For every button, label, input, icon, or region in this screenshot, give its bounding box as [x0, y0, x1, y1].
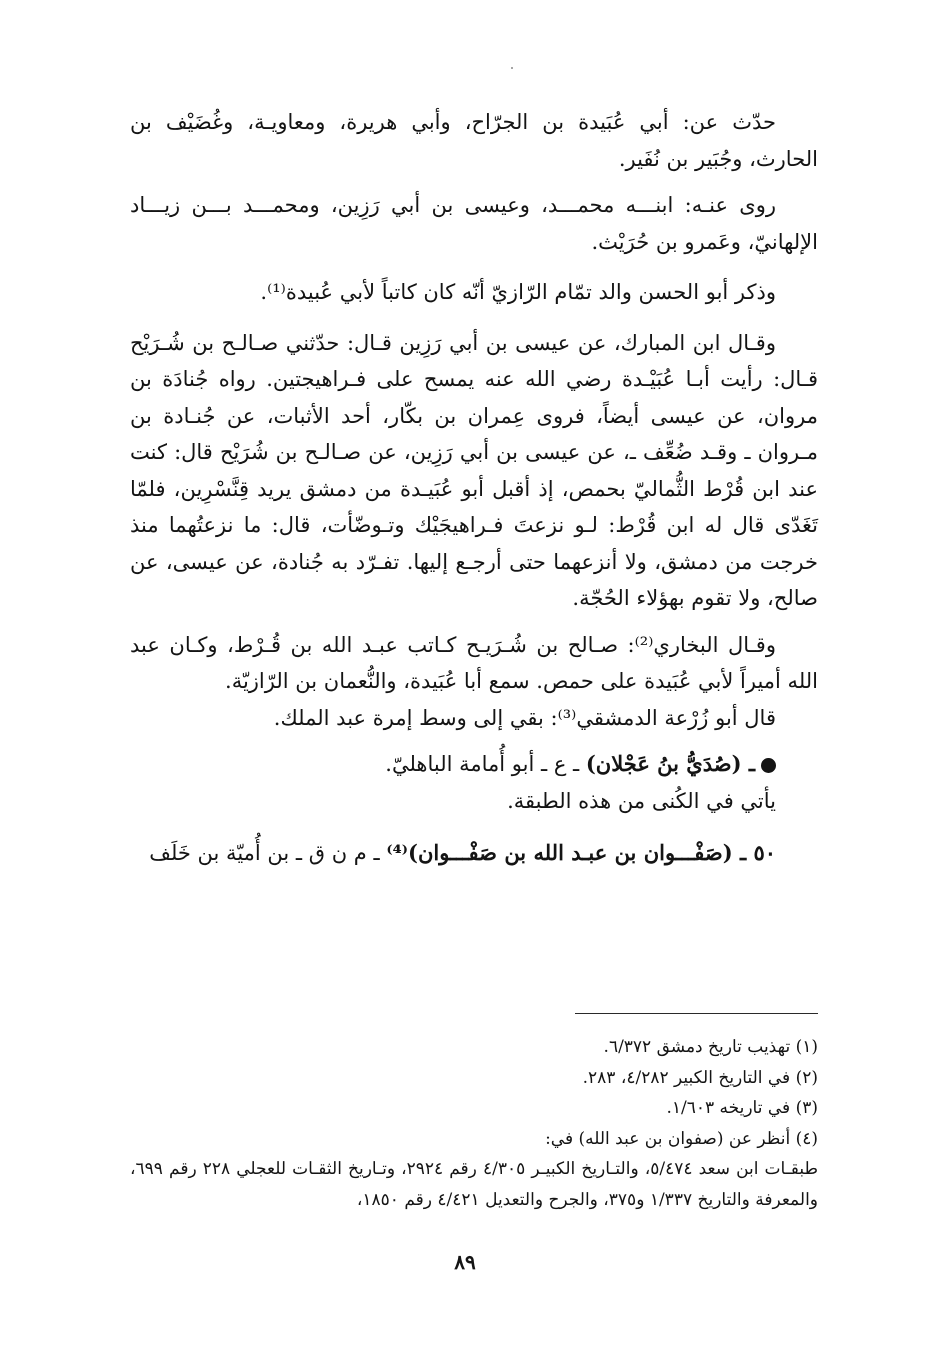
paragraph-scribe-note: وذكر أبو الحسن والد تمّام الرّازيّ أنّه كان كاتباً لأبي عُبيدة⁽¹⁾.: [260, 280, 776, 304]
entry-sudayy-name: ـ (صُدَيُّ بنُ عَجْلان): [585, 751, 755, 776]
main-text: [130, 104, 818, 872]
footnote-divider: [575, 1013, 818, 1014]
entry-50-details: ـ م ن ق ـ بن أُميّة بن خَلَف: [149, 841, 387, 865]
footnote-2: (٢) في التاريخ الكبير ٤/٢٨٢، ٢٨٣.: [582, 1067, 818, 1088]
footnote-4-sources: طبقـات ابن سعد ٥/٤٧٤، والتـاريخ الكبيـر ٤/٣٠٥ رقم ٢٩٢٤، وتـاريخ الثقـات للعجلي ٢٢٨ رقم ٦٩٩، والمعرفة والتاريخ ١/٣٣٧ و٣٧٥، والجرح والتعديل ٤/٤٢١ رقم ١٨٥٠،: [130, 1159, 818, 1210]
footnote-1: (١) تهذيب تاريخ دمشق ٦/٣٧٢.: [603, 1037, 818, 1057]
paragraph-narrated-from: حدّث عن: أبي عُبَيدة بن الجرّاح، وأبي هريرة، ومعاويـة، وغُضَيْف بن الحارث، وجُبَير بن نُفَير.: [130, 110, 818, 171]
footnote-3: (٣) في تاريخه ١/٦٠٣.: [666, 1098, 818, 1118]
paragraph-bukhari: وقـال البخاري⁽²⁾: صـالح بن شُـرَيـح كـاتب عبـد الله بن قُـرْط، وكـان عبد الله أميراً لأبي عُبَيدة على حمص. سمع أبا عُبَيدة، والنُّعمان بن الرّازيّة.: [130, 632, 818, 693]
entry-sudayy: [130, 746, 818, 783]
entry-50-name: ٥٠ ـ (صَفْـــوان بن عبـد الله بن صَفْـــوان)⁽⁴⁾: [386, 840, 776, 865]
bullet-icon: [761, 758, 776, 773]
paragraph-ibn-mubarak: وقـال ابن المبارك، عن عيسى بن أبي رَزِين قـال: حدّثني صـالـح بن شُـرَيْح قـال: رأيت أبـا عُبَيْـدة رضي الله عنه يمسح على فـراهيجتين. رواه جُنادَة بن مروان، عن عيسى أيضاً، فروى عِمران بن بكّار، أحد الأثبات، عن جُنـادة بن مـروان ـ وقـد ضُعِّف ـ، عن عيسى بن أبي رَزِين، عن صـالـح بن شُرَيْح قال: كنت عند ابن قُرْط الثُّماليّ بحمص، إذ أقبل أبو عُبَيـدة من دمشق يريد قِنَّسْرِين، فلمّا تَغَدّى قال له ابن قُرْط: لـو نزعتَ فـراهيجَيْك وتـوضّأت، قال: ما نزعتُهما منذ خرجت من دمشق، ولا أنزعهما حتى أرجـع إليها. تفـرّد به جُنادة، عن عيسى، عن صالح، ولا تقوم بهؤلاء الحُجّة.: [130, 330, 818, 610]
scan-speck: [511, 67, 513, 69]
paragraph-abu-zura: قال أبو زُرْعة الدمشقي⁽³⁾: بقي إلى وسط إمرة عبد الملك.: [273, 705, 776, 730]
paragraph-see-kuna: يأتي في الكُنى من هذه الطبقة.: [507, 788, 776, 813]
footnotes: [130, 1032, 818, 1215]
entry-50-safwan: [130, 835, 818, 872]
page-number: ٨٩: [454, 1250, 476, 1274]
entry-sudayy-details: ـ ع ـ أبو أُمامة الباهليّ.: [385, 752, 586, 776]
paragraph-narrated-by: روى عنـه: ابنـــه محمـــد، وعيسى بن أبي رَزِين، ومحمـــد بـــن زيـــاد الإلهانيّ، وعَمرو بن حُرَيْث.: [130, 193, 818, 254]
footnote-4: (٤) أنظر عن (صفوان بن عبد الله) في:: [545, 1128, 818, 1149]
